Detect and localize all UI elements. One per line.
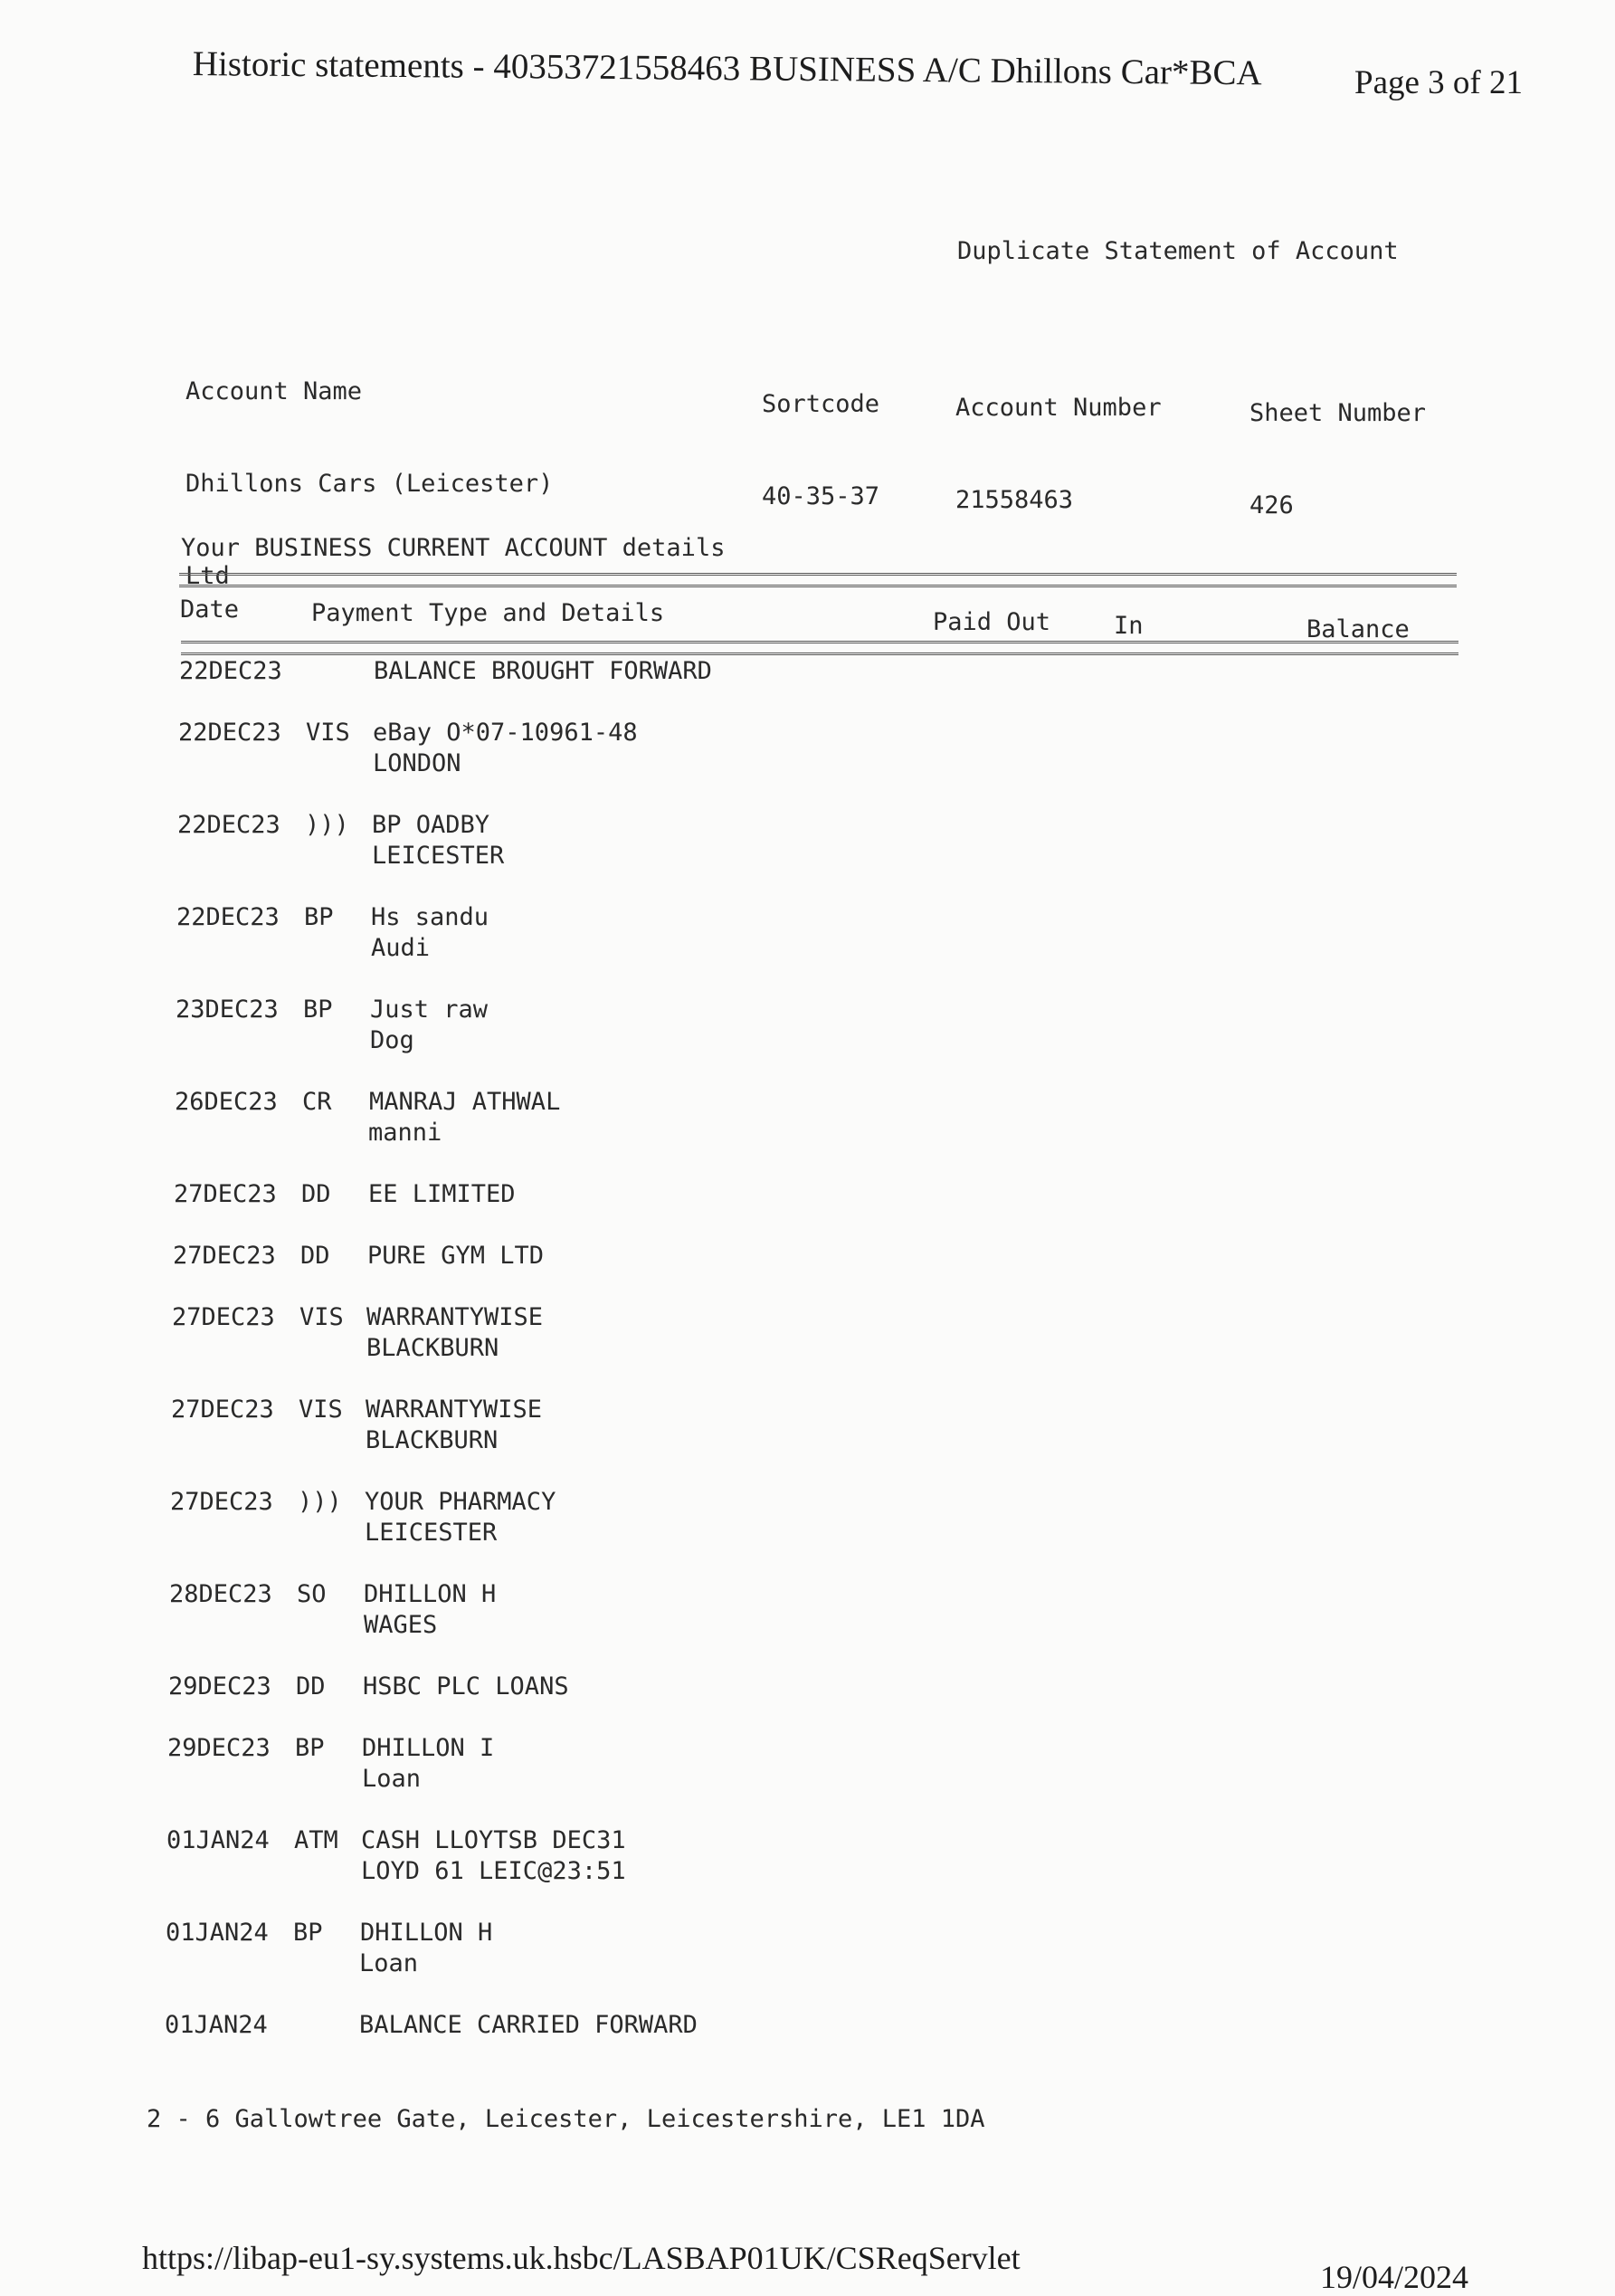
row-details: HSBC PLC LOANS — [363, 1672, 569, 1701]
separator-bottom — [181, 641, 1458, 643]
row-details: PURE GYM LTD — [367, 1242, 545, 1270]
row-payment-type: DD — [301, 1180, 331, 1208]
account-name-line1: Dhillons Cars (Leicester) — [185, 470, 554, 498]
row-details: Just raw — [370, 996, 489, 1024]
row-date: 01JAN24 — [165, 2011, 268, 2039]
row-payment-type: BP — [295, 1734, 325, 1762]
sortcode-block — [762, 328, 879, 543]
row-date: 29DEC23 — [168, 1672, 271, 1701]
account-name-label: Account Name — [185, 377, 363, 405]
row-date: 29DEC23 — [167, 1734, 271, 1762]
row-details: Loan — [362, 1765, 422, 1793]
row-details: CASH LLOYTSB DEC31 — [361, 1826, 626, 1854]
account-number-label: Account Number — [955, 394, 1162, 422]
row-details: BLACKBURN — [366, 1334, 499, 1362]
row-details: BALANCE CARRIED FORWARD — [359, 2011, 698, 2039]
row-details: LEICESTER — [365, 1519, 498, 1547]
row-details: EE LIMITED — [368, 1180, 516, 1208]
row-details: LEICESTER — [372, 842, 505, 870]
column-header-date: Date — [180, 595, 240, 624]
row-date: 27DEC23 — [173, 1242, 276, 1270]
row-details: WARRANTYWISE — [366, 1303, 544, 1331]
row-details: manni — [368, 1119, 442, 1147]
row-date: 22DEC23 — [177, 811, 280, 839]
sheet-number-block — [1249, 337, 1426, 552]
row-date: 26DEC23 — [175, 1088, 278, 1116]
separator-top — [179, 573, 1457, 576]
row-date: 22DEC23 — [179, 657, 282, 685]
branch-address: 2 - 6 Gallowtree Gate, Leicester, Leicestershire, LE1 1DA — [147, 2105, 985, 2133]
page-header-title: Historic statements - 40353721558463 BUSINESS A/C Dhillons Car*BCA — [192, 43, 1262, 93]
account-name-line2: Ltd — [185, 562, 230, 590]
row-payment-type: BP — [303, 996, 333, 1024]
row-details: DHILLON H — [360, 1919, 493, 1947]
column-header-paid-out: Paid Out — [933, 608, 1051, 636]
column-header-details: Payment Type and Details — [311, 599, 665, 627]
row-date: 23DEC23 — [176, 996, 279, 1024]
document-subtitle: Duplicate Statement of Account — [957, 237, 1399, 265]
sheet-number-value: 426 — [1249, 491, 1294, 519]
row-details: LOYD 61 LEIC@23:51 — [361, 1857, 626, 1885]
row-details: MANRAJ ATHWAL — [369, 1088, 561, 1116]
row-payment-type: DD — [296, 1672, 326, 1701]
row-details: BLACKBURN — [366, 1426, 499, 1454]
row-date: 27DEC23 — [172, 1303, 275, 1331]
row-date: 27DEC23 — [174, 1180, 277, 1208]
row-date: 22DEC23 — [176, 903, 280, 931]
account-name-block — [185, 315, 553, 623]
row-date: 27DEC23 — [171, 1396, 274, 1424]
row-payment-type: ))) — [305, 811, 349, 839]
row-details: YOUR PHARMACY — [365, 1488, 556, 1516]
column-header-balance: Balance — [1306, 615, 1410, 643]
row-date: 27DEC23 — [170, 1488, 273, 1516]
row-details: Audi — [371, 934, 431, 962]
row-details: WAGES — [364, 1611, 438, 1639]
account-number-value: 21558463 — [955, 486, 1074, 514]
row-details: DHILLON H — [364, 1580, 497, 1608]
row-payment-type: VIS — [299, 1396, 343, 1424]
row-details: DHILLON I — [362, 1734, 495, 1762]
row-payment-type: VIS — [299, 1303, 344, 1331]
row-details: WARRANTYWISE — [366, 1396, 543, 1424]
row-details: Loan — [359, 1949, 419, 1977]
sortcode-value: 40-35-37 — [762, 482, 880, 510]
row-payment-type: DD — [300, 1242, 330, 1270]
row-details: LONDON — [373, 749, 461, 777]
row-payment-type: VIS — [306, 719, 350, 747]
row-payment-type: BP — [304, 903, 334, 931]
row-date: 01JAN24 — [166, 1826, 270, 1854]
footer-date: 19/04/2024 — [1320, 2259, 1469, 2295]
footer-url: https://libap-eu1-sy.systems.uk.hsbc/LASBAP01UK/CSReqServlet — [142, 2240, 1021, 2276]
row-date: 28DEC23 — [169, 1580, 272, 1608]
column-header-paid-in: In — [1114, 612, 1144, 640]
section-title: Your BUSINESS CURRENT ACCOUNT details — [181, 534, 726, 562]
page-number: Page 3 of 21 — [1354, 64, 1523, 101]
sortcode-label: Sortcode — [762, 390, 880, 418]
row-payment-type: CR — [302, 1088, 332, 1116]
row-details: BP OADBY — [372, 811, 490, 839]
row-details: Dog — [370, 1026, 414, 1054]
account-number-block — [955, 331, 1162, 547]
row-details: Hs sandu — [371, 903, 489, 931]
row-details: eBay O*07-10961-48 — [373, 719, 638, 747]
row-details: BALANCE BROUGHT FORWARD — [374, 657, 712, 685]
row-payment-type: ))) — [298, 1488, 342, 1516]
row-date: 22DEC23 — [178, 719, 281, 747]
row-payment-type: BP — [293, 1919, 323, 1947]
row-date: 01JAN24 — [166, 1919, 269, 1947]
row-payment-type: ATM — [294, 1826, 338, 1854]
sheet-number-label: Sheet Number — [1249, 399, 1427, 427]
row-payment-type: SO — [297, 1580, 327, 1608]
